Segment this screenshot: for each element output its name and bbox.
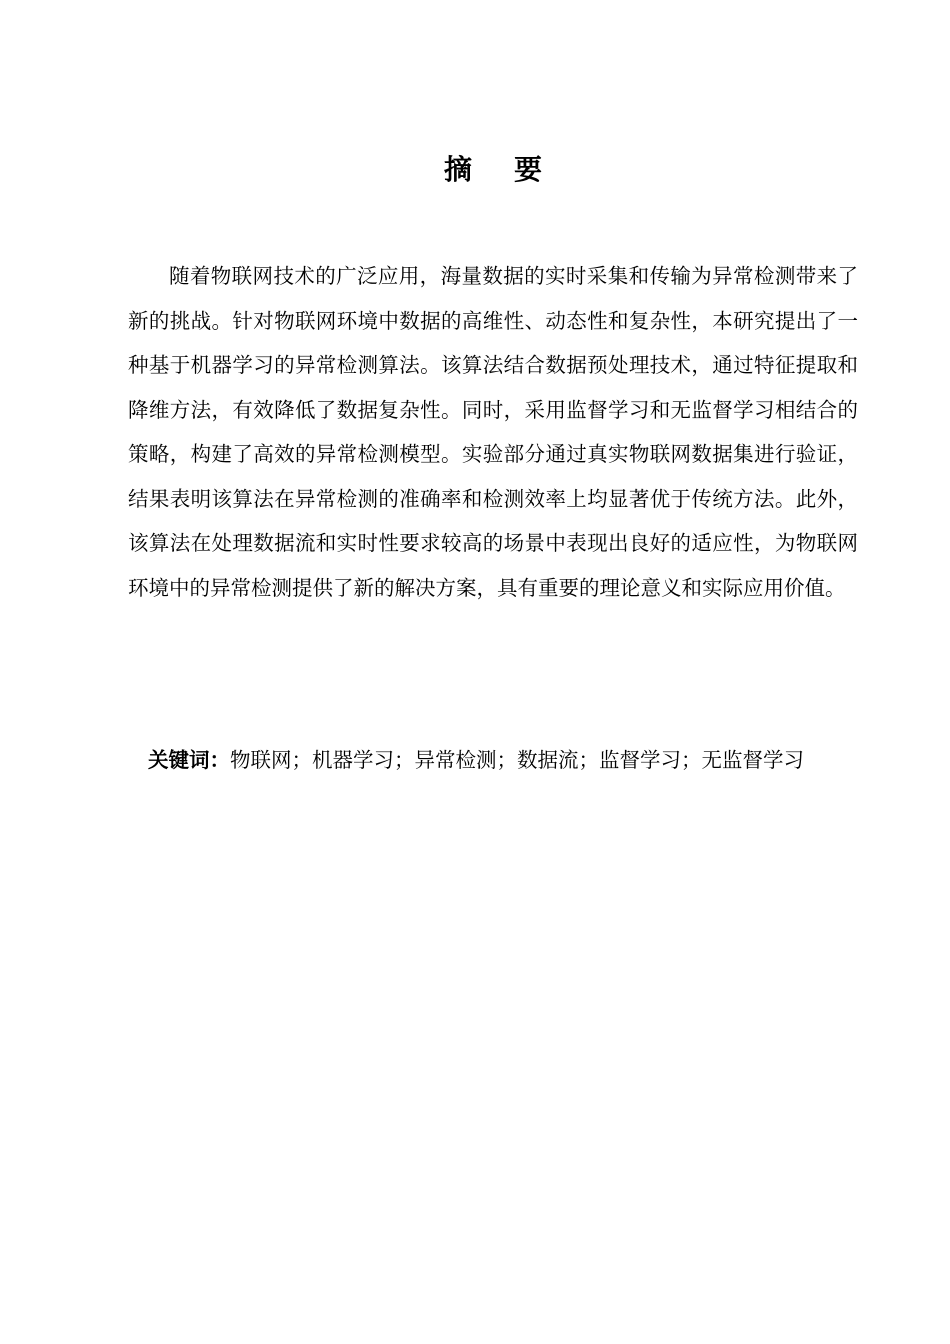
abstract-paragraph: 随着物联网技术的广泛应用，海量数据的实时采集和传输为异常检测带来了新的挑战。针对物联网环境中数据的高维性、动态性和复杂性，本研究提出了一种基于机器学习的异常检测算法。该算法结合数据预处理技术，通过特征提取和降维方法，有效降低了数据复杂性。同时，采用监督学习和无监督学习相结合的策略，构建了高效的异常检测模型。实验部分通过真实物联网数据集进行验证，结果表明该算法在异常检测的准确率和检测效率上均显著优于传统方法。此外，该算法在处理数据流和实时性要求较高的场景中表现出良好的适应性，为物联网环境中的异常检测提供了新的解决方案，具有重要的理论意义和实际应用价值。 xyxy=(128,264,858,600)
keywords-text: 物联网；机器学习；异常检测；数据流；监督学习；无监督学习 xyxy=(230,748,804,772)
keywords-label: 关键词： xyxy=(148,748,230,772)
keywords-line xyxy=(128,736,858,784)
title-char-1: 摘 xyxy=(443,153,472,186)
title-char-2: 要 xyxy=(514,153,543,186)
page-title xyxy=(0,148,950,192)
